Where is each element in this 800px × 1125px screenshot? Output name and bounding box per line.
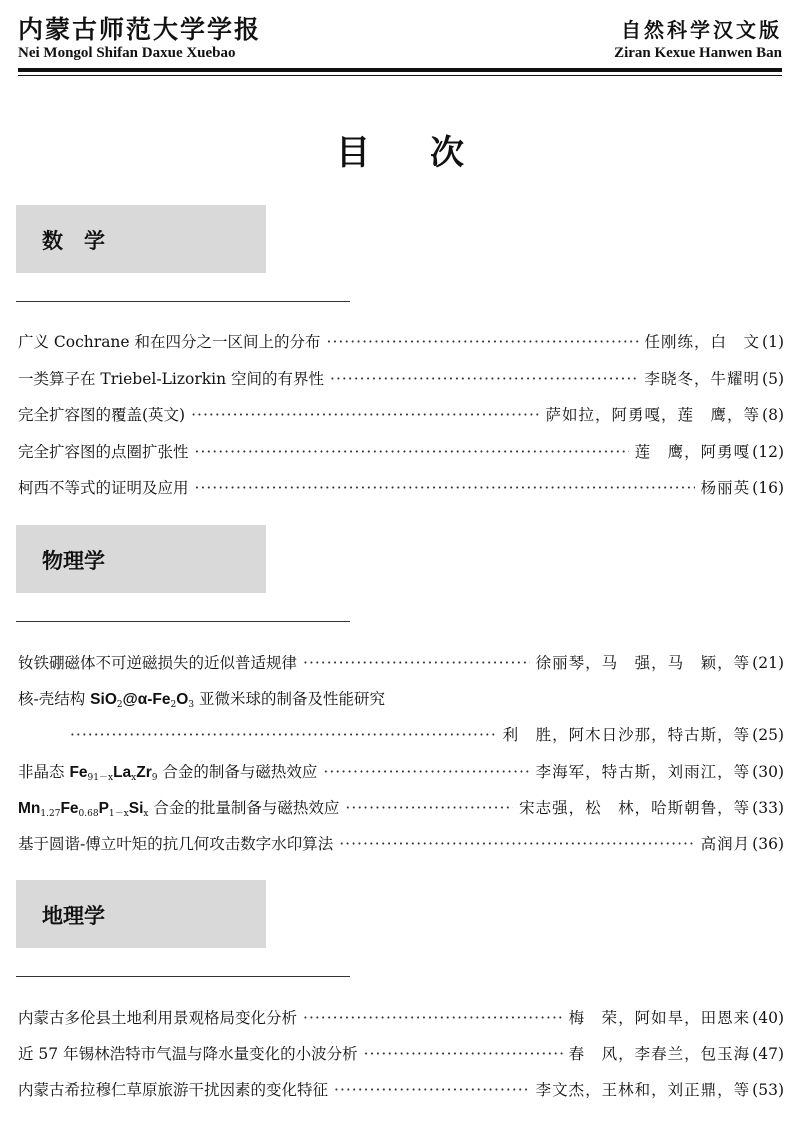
entry-title: 非晶态 $Fe_{91-x}La_xZr_9$ 合金的制备与磁热效应	[18, 763, 318, 783]
entry-page: (16)	[752, 479, 784, 497]
leader-dots	[330, 370, 639, 388]
toc-entry[interactable]	[18, 330, 784, 356]
header-rule-thin	[18, 75, 782, 76]
leader-dots	[323, 763, 529, 781]
section-label: 数 学	[42, 229, 105, 253]
entry-title: 钕铁硼磁体不可逆磁损失的近似普适规律	[18, 654, 298, 672]
journal-title-en: Nei Mongol Shifan Daxue Xuebao	[18, 45, 236, 61]
toc-entry[interactable]	[18, 440, 784, 466]
entry-authors: 春 风，李春兰，包玉海	[568, 1045, 751, 1063]
toc-entry[interactable]	[18, 796, 784, 822]
entry-authors: 任刚练，白 文	[644, 333, 761, 351]
entry-title: 广义 Cochrane 和在四分之一区间上的分布	[18, 333, 321, 351]
page-title: 目次	[336, 133, 524, 173]
section-rule	[16, 621, 350, 622]
entry-page: (12)	[752, 443, 784, 461]
section-header-math	[16, 205, 266, 273]
toc-entry[interactable]	[18, 476, 784, 502]
leader-dots	[364, 1045, 563, 1063]
toc-entry-continuation[interactable]	[70, 723, 784, 749]
journal-title-cn: 内蒙古师范大学学报	[18, 15, 262, 44]
leader-dots	[195, 443, 629, 461]
entry-page: (5)	[762, 370, 784, 388]
entry-authors: 利 胜，阿木日沙那，特古斯，等	[502, 726, 751, 744]
section-header-geography	[16, 880, 266, 948]
toc-entry[interactable]	[18, 367, 784, 393]
entry-page: (53)	[752, 1081, 784, 1099]
entry-page: (33)	[752, 799, 784, 817]
entry-authors: 李文杰，王林和，刘正鼎，等	[535, 1081, 751, 1099]
entry-page: (8)	[762, 406, 784, 424]
entry-page: (25)	[752, 726, 784, 744]
entry-title: 内蒙古希拉穆仁草原旅游干扰因素的变化特征	[18, 1081, 329, 1099]
entry-title: 基于圆谐-傅立叶矩的抗几何攻击数字水印算法	[18, 835, 334, 853]
entry-title: $Mn_{1.27}Fe_{0.68}P_{1-x}Si_x$ 合金的批量制备与磁热效应	[18, 799, 340, 819]
toc-entry[interactable]	[18, 760, 784, 786]
section-label: 物理学	[42, 549, 105, 573]
entry-authors: 梅 荣，阿如旱，田恩来	[568, 1009, 751, 1027]
entry-page: (1)	[762, 333, 784, 351]
leader-dots	[303, 654, 530, 672]
entry-title: 内蒙古多伦县土地利用景观格局变化分析	[18, 1009, 298, 1027]
entry-page: (30)	[752, 763, 784, 781]
toc-entry[interactable]	[18, 1042, 784, 1068]
entry-authors: 李晓冬，牛耀明	[644, 370, 761, 388]
leader-dots	[303, 1009, 563, 1027]
leader-dots	[339, 835, 694, 853]
leader-dots	[70, 726, 497, 744]
leader-dots	[345, 799, 513, 817]
section-rule	[16, 301, 350, 302]
entry-title: 完全扩容图的覆盖(英文)	[18, 406, 186, 424]
entry-page: (40)	[752, 1009, 784, 1027]
entry-authors: 高润月	[700, 835, 751, 853]
leader-dots	[334, 1081, 530, 1099]
entry-authors: 萨如拉，阿勇嘎，莲 鹰，等	[545, 406, 761, 424]
leader-dots	[191, 406, 539, 424]
entry-title: 一类算子在 Triebel-Lizorkin 空间的有界性	[18, 370, 325, 388]
entry-page: (47)	[752, 1045, 784, 1063]
entry-title: 完全扩容图的点圈扩张性	[18, 443, 189, 461]
section-rule	[16, 976, 350, 977]
entry-title: 核-壳结构 $SiO_2@\alpha-Fe_2O_3$ 亚微米球的制备及性能研究	[18, 690, 385, 710]
header-rule-thick	[18, 68, 782, 72]
toc-entry[interactable]	[18, 1006, 784, 1032]
toc-entry[interactable]	[18, 1078, 784, 1104]
entry-authors: 莲 鹰，阿勇嘎	[634, 443, 751, 461]
leader-dots	[195, 479, 695, 497]
edition-en: Ziran Kexue Hanwen Ban	[614, 45, 782, 61]
entry-authors: 李海军，特古斯，刘雨江，等	[535, 763, 751, 781]
entry-page: (21)	[752, 654, 784, 672]
entry-authors: 杨丽英	[700, 479, 751, 497]
toc-entry[interactable]	[18, 403, 784, 429]
edition-cn: 自然科学汉文版	[621, 18, 782, 42]
entry-authors: 徐丽琴，马 强，马 颖，等	[535, 654, 751, 672]
section-label: 地理学	[42, 904, 105, 928]
leader-dots	[327, 333, 639, 351]
entry-title: 近 57 年锡林浩特市气温与降水量变化的小波分析	[18, 1045, 358, 1063]
toc-entry[interactable]	[18, 832, 784, 858]
toc-entry[interactable]	[18, 651, 784, 677]
section-header-physics	[16, 525, 266, 593]
entry-page: (36)	[752, 835, 784, 853]
entry-title: 柯西不等式的证明及应用	[18, 479, 189, 497]
toc-entry-title-line[interactable]	[18, 687, 784, 713]
entry-authors: 宋志强，松 林，哈斯朝鲁，等	[519, 799, 751, 817]
